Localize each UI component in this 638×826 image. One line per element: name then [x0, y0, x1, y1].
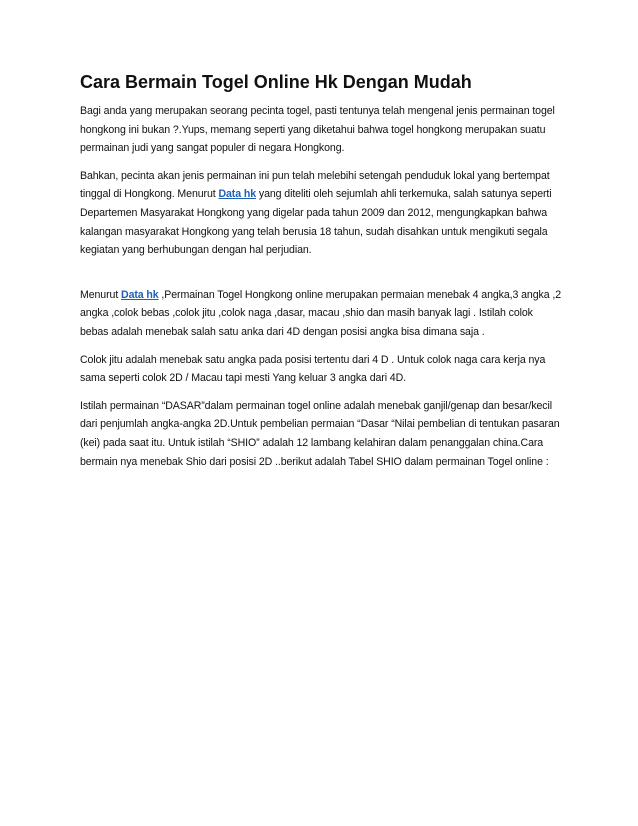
paragraph-3-after: ,Permainan Togel Hongkong online merupakan permaian menebak 4 angka,3 angka ,2 angka ,colok bebas ,colok jitu ,colok naga ,dasar, macau ,shio dan masih banyak lagi . Istilah colok bebas adalah menebak salah satu anka dari 4D dengan posisi angka bisa dimana saja .: [80, 288, 561, 338]
paragraph-1: Bagi anda yang merupakan seorang pecinta togel, pasti tentunya telah mengenal jenis permainan togel hongkong ini bukan ?.Yups, memang seperti yang diketahui bahwa togel hongkong merupakan suatu permainan judi yang sangat populer di negara Hongkong.: [80, 105, 555, 155]
paragraph-5: Istilah permainan “DASAR”dalam permainan togel online adalah menebak ganjil/genap dan besar/kecil dari penjumlah angka-angka 2D.Untuk pembelian permaian “Dasar “Nilai pembelian di tentukan pasaran (kei) pada saat itu. Untuk istilah “SHIO” adalah 12 lambang kelahiran dalam penanggalan china.Cara bermain nya menebak Shio dari posisi 2D ..berikut adalah Tabel SHIO dalam permainan Togel online :: [80, 399, 560, 468]
paragraph-3-before: Menurut: [80, 288, 122, 301]
paragraph-3: [80, 286, 562, 342]
document-page: [80, 70, 562, 480]
data-hk-link-2[interactable]: Data hk: [121, 288, 159, 301]
data-hk-link[interactable]: Data hk: [218, 188, 257, 201]
paragraph-4: Colok jitu adalah menebak satu angka pada posisi tertentu dari 4 D . Untuk colok naga cara kerja nya sama seperti colok 2D / Macau tapi mesti Yang keluar 3 angka dari 4D.: [80, 353, 546, 385]
page-title: Cara Bermain Togel Online Hk Dengan Mudah: [80, 72, 472, 92]
paragraph-2-after: yang diteliti oleh sejumlah ahli terkemuka, salah satunya seperti Departemen Masyarakat Hongkong yang digelar pada tahun 2009 dan 2012, mengungkapkan bahwa kalangan masyarakat Hongkong yang telah berusia 18 tahun, sudah disahkan untuk mengikuti segala kegiatan yang berhubungan dengan hal perjudian.: [80, 188, 552, 257]
paragraph-2-before: Bahkan, pecinta akan jenis permainan ini pun telah melebihi setengah penduduk lokal yang bertempat tinggal di Hongkong. Menurut: [80, 169, 550, 201]
paragraph-2: [80, 167, 562, 260]
